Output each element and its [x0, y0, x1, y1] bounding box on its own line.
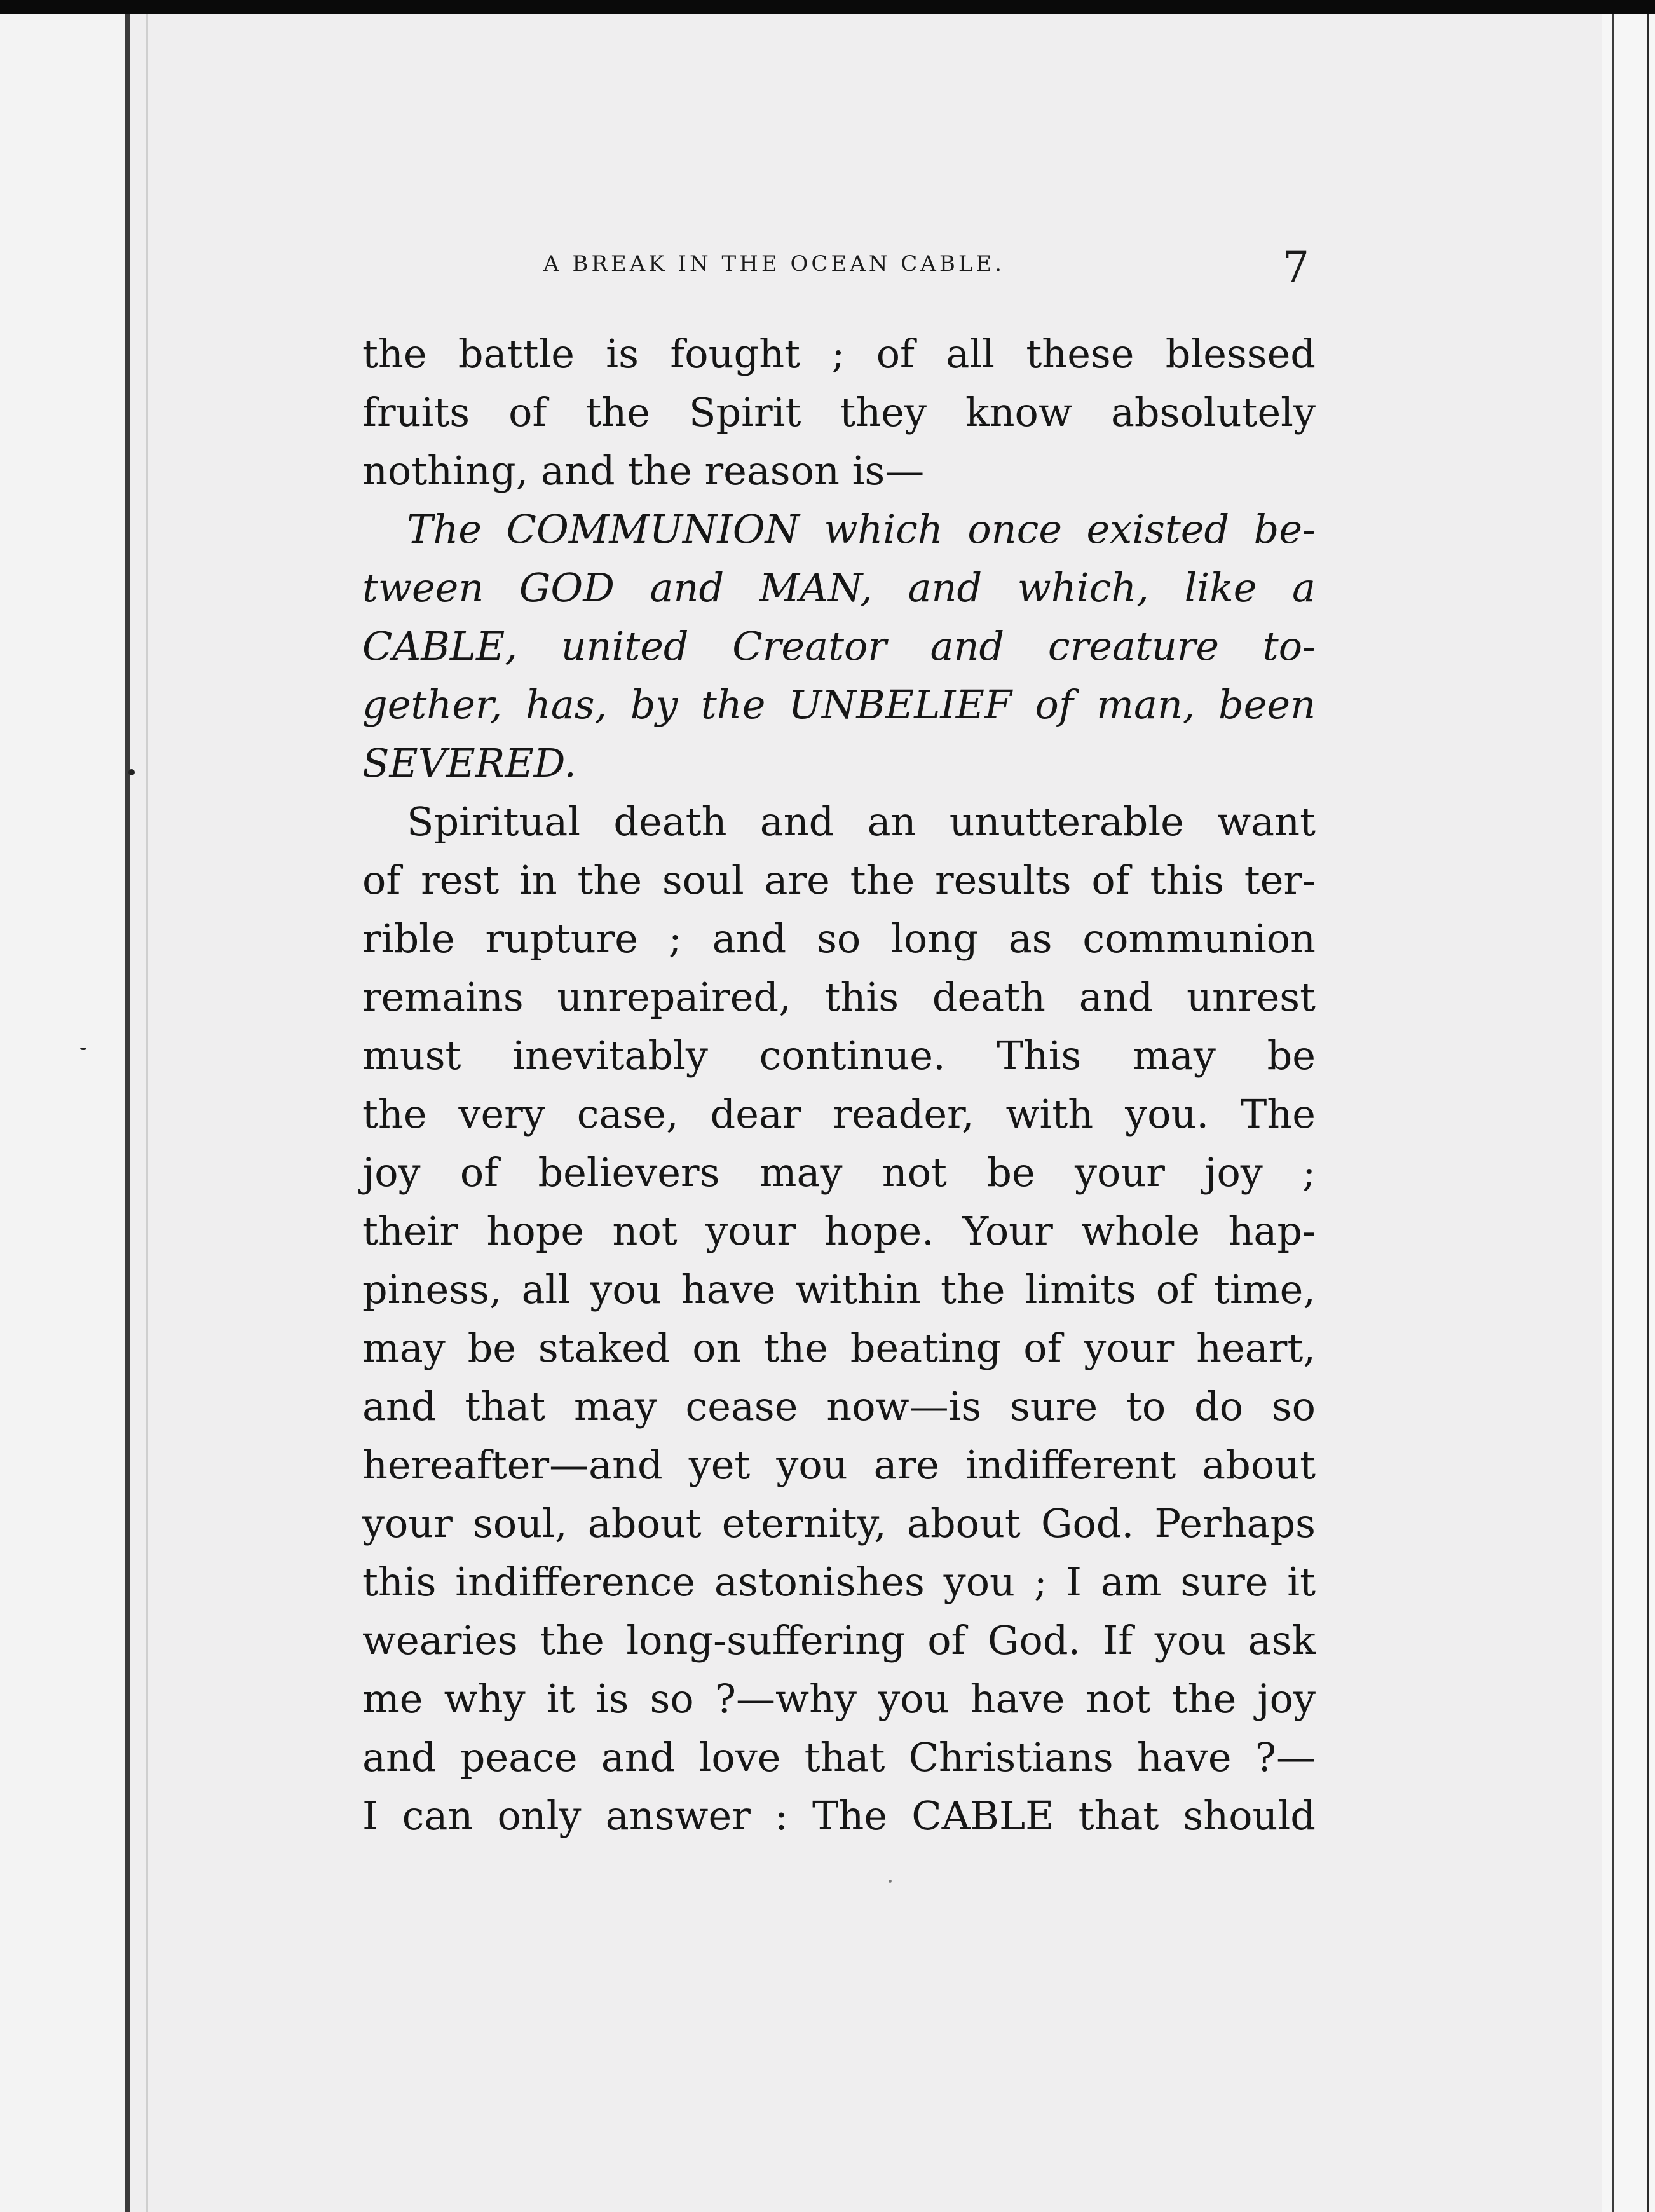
text-line: fruits of the Spirit they know absolutely	[362, 389, 1316, 435]
text-line: may be staked on the beating of your heart,	[362, 1325, 1316, 1371]
text-line: piness, all you have within the limits of time,	[362, 1266, 1316, 1313]
text-line: remains unrepaired, this death and unrest	[362, 974, 1316, 1020]
text-line: must inevitably continue. This may be	[362, 1032, 1316, 1079]
left-page-edge-shadow	[146, 14, 148, 2212]
text-line: me why it is so ?—why you have not the joy	[362, 1676, 1316, 1722]
page-number: 7	[1283, 243, 1309, 292]
text-line: SEVERED.	[362, 740, 576, 786]
text-line: the very case, dear reader, with you. The	[362, 1091, 1316, 1137]
text-line: wearies the long-suffering of God. If you ask	[362, 1617, 1316, 1663]
text-line: your soul, about eternity, about God. Perhaps	[362, 1500, 1316, 1546]
text-line: tween GOD and MAN, and which, like a	[362, 564, 1316, 611]
text-line: the battle is fought ; of all these blessed	[362, 331, 1316, 377]
text-line: hereafter—and yet you are indifferent about	[362, 1442, 1316, 1488]
text-line: Spiritual death and an unutterable want	[407, 798, 1316, 845]
left-page-margin	[0, 14, 127, 2212]
left-page-edge	[125, 14, 130, 2212]
text-line: and peace and love that Christians have ?—	[362, 1734, 1316, 1780]
text-line: nothing, and the reason is—	[362, 447, 925, 494]
text-line: their hope not your hope. Your whole hap-	[362, 1208, 1316, 1254]
text-line: of rest in the soul are the results of this ter-	[362, 857, 1316, 903]
text-line: and that may cease now—is sure to do so	[362, 1383, 1316, 1430]
text-line: this indifference astonishes you ; I am sure it	[362, 1559, 1316, 1605]
text-line: CABLE, united Creator and creature to-	[362, 623, 1316, 669]
right-page-edge	[1612, 14, 1614, 2212]
running-head: A BREAK IN THE OCEAN CABLE.	[543, 251, 1005, 276]
text-line: rible rupture ; and so long as communion	[362, 915, 1316, 962]
text-line: The COMMUNION which once existed be-	[407, 506, 1316, 552]
text-line: I can only answer : The CABLE that should	[362, 1792, 1316, 1839]
text-line: joy of believers may not be your joy ;	[362, 1149, 1316, 1196]
ink-speck	[128, 769, 135, 775]
right-scan-border	[1647, 14, 1649, 2212]
ink-speck	[889, 1880, 892, 1883]
scan-top-border	[0, 0, 1655, 14]
text-line: gether, has, by the UNBELIEF of man, been	[362, 681, 1316, 728]
ink-speck	[80, 1048, 86, 1050]
